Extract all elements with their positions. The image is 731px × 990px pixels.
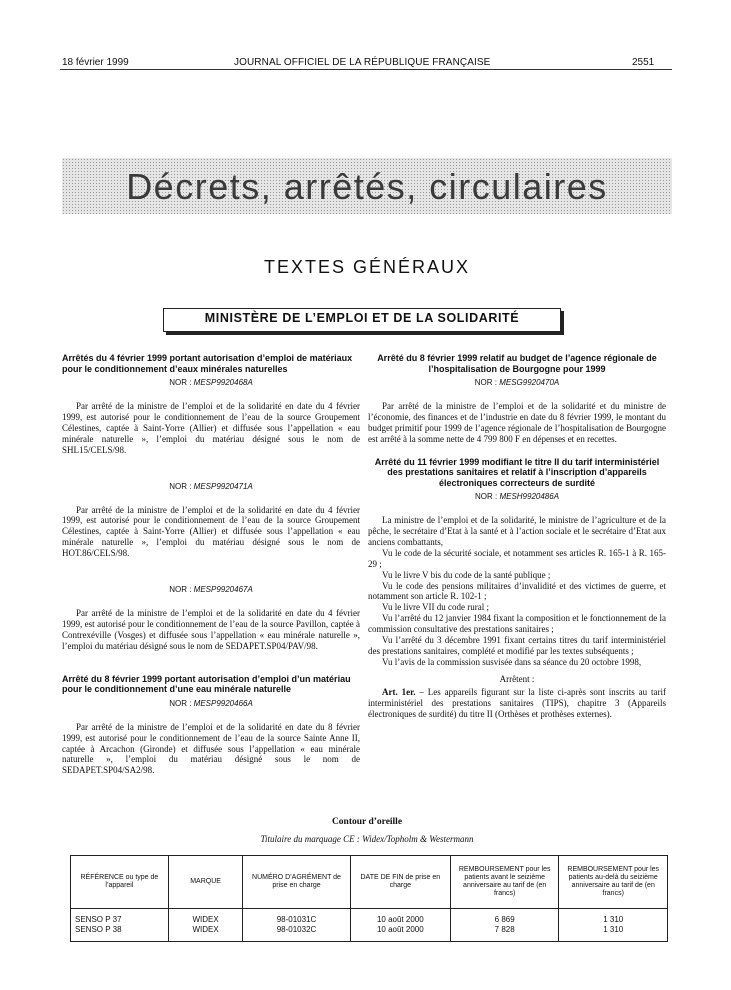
nor-reference: NOR : MESG9920470A [474,378,560,387]
visa: Vu le code des pensions militaires d’invalidité et des victimes de guerre, et notamment son article R. 102-1 ; [368,580,666,602]
article-1 [368,687,666,720]
col-header-numero: NUMÉRO D’AGRÉMENT de prise en charge [243,856,350,909]
article-paragraph: Par arrêté de la ministre de l’emploi et de la solidarité en date du 4 février 1999, est autorisé pour le conditionnement de l’eau de la source Pavillon, captée à Contrexéville (Vosges) et diffusée sous l’appellation « eau minérale naturelle », l’emploi du matériau désigné sous le nom de SEDAPET.SP04/PAV/98. [62,608,360,651]
table-header-row [71,856,668,909]
article-heading: Arrêté du 11 février 1999 modifiant le titre II du tarif interministériel des prestations sanitaires et relatif à l’inscription d’appareils électroniques correcteurs de surdité [374,456,660,488]
visa: Vu l’arrêté du 3 décembre 1991 fixant certains titres du tarif interministériel des prestations sanitaires, complété et modifié par les textes subséquents ; [368,635,666,656]
preamble: La ministre de l’emploi et de la solidarité, le ministre de l’agriculture et de la pêche, le secrétaire d’Etat à la santé et à l’action sociale et le secrétaire d’Etat aux anciens combattants, [368,515,666,547]
cell-numero: 98-01031C 98-01032C [243,909,350,942]
cell-remb-apres: 1 310 1 310 [559,909,668,942]
visa: Vu le code de la sécurité sociale, et notamment ses articles R. 165-1 à R. 165-29 ; [368,547,666,569]
article-paragraph: Par arrêté de la ministre de l’emploi et de la solidarité en date du 4 février 1999, est autorisé pour le conditionnement de l’eau de la source Groupement Célestines, captée à Saint-Yorre (Allier) et diffusée sous l’appellation « eau minérale naturelle », l’emploi du matériau désigné sous le nom de SHL15/CELS/98. [62,401,360,455]
article-1-text: – Les appareils figurant sur la liste ci-après sont inscrits au tarif interministériel des prestations sanitaires (TIPS), chapitre 3 (Appareils électroniques de surdité) du titre II (Orthèses et prothèses externes). [368,686,667,719]
visa: Vu l’avis de la commission susvisée dans sa séance du 20 octobre 1998, [382,656,642,667]
devices-table [70,855,668,942]
nor-reference: NOR : MESP9920466A [169,698,253,708]
cell-reference: SENSO P 37 SENSO P 38 [71,909,169,942]
article-heading: Arrêtés du 4 février 1999 portant autorisation d’emploi de matériaux pour le conditionnement d’eaux minérales naturelles [62,353,353,374]
visa: Vu le livre VII du code rural ; [382,602,490,613]
col-header-marque: MARQUE [168,856,243,909]
banner-title: Décrets, arrêtés, circulaires [126,166,608,207]
article-paragraph: Par arrêté de la ministre de l’emploi et de la solidarité en date du 8 février 1999, est autorisé pour le conditionnement de l’eau de la source Sainte Anne II, captée à Arcachon (Gironde) et diffusée sous l’appellation « eau minérale naturelle », l’emploi du matériau désigné sous le nom de SEDAPET.SP04/SA2/98. [62,721,360,776]
arretent-label: Arrêtent : [499,673,535,684]
article-paragraph: Par arrêté de la ministre de l’emploi et de la solidarité et du ministre de l’économie, des finances et de l’industrie en date du 8 février 1999, le montant du budget primitif pour 1999 de l’agence régionale de l’hospitalisation de Bourgogne est arrêté à la somme nette de 4 799 800 F en dépenses et en recettes. [368,401,666,444]
visa: Vu le livre V bis du code de la santé publique ; [382,569,551,580]
titulaire-line: Titulaire du marquage CE : Widex/Topholm & Westermann [260,834,474,844]
page-number: 2551 [632,57,655,68]
nor-reference: NOR : MESP9920467A [169,585,253,595]
col-header-date: DATE DE FIN de prise en charge [350,856,450,909]
table-section-title: Contour d’oreille [331,817,403,827]
left-column [62,353,360,776]
visa: Vu l’arrêté du 12 janvier 1984 fixant la composition et le fonctionnement de la commission consultative des prestations sanitaires ; [368,613,666,635]
nor-reference: NOR : MESH9920486A [474,492,560,502]
cell-date: 10 août 2000 10 août 2000 [350,909,450,942]
header-rule [60,69,672,70]
col-header-remb-avant: REMBOURSEMENT pour les patients avant le seizième anniversaire au tarif de (en francs) [450,856,559,909]
article-heading: Arrêté du 8 février 1999 relatif au budget de l’agence régionale de l’hospitalisation de Bourgogne pour 1999 [377,353,657,374]
nor-reference: NOR : MESP9920468A [169,378,253,387]
running-header-journal: JOURNAL OFFICIEL DE LA RÉPUBLIQUE FRANÇAISE [234,57,491,68]
article-paragraph: Par arrêté de la ministre de l’emploi et de la solidarité en date du 4 février 1999, est autorisé pour le conditionnement de l’eau de la source Groupement Célestines, captée à Saint-Yorre (Allier) et diffusée sous l’appellation « eau minérale naturelle », l’emploi du matériau désigné sous le nom de HOT.86/CELS/98. [62,504,360,559]
cell-remb-avant: 6 869 7 828 [450,909,559,942]
cell-marque: WIDEX WIDEX [168,909,243,942]
article-heading: Arrêté du 8 février 1999 portant autorisation d’emploi d’un matériau pour le conditionnement d’une eau minérale naturelle [62,673,351,695]
col-header-remb-apres: REMBOURSEMENT pour les patients au-delà du seizième anniversaire au tarif de (en francs) [559,856,668,909]
right-column [368,353,666,720]
ministry-label: MINISTÈRE DE L’EMPLOI ET DE LA SOLIDARITÉ [204,311,520,325]
running-header-date: 18 février 1999 [62,57,129,68]
nor-reference: NOR : MESP9920471A [169,481,253,491]
table-row [71,909,668,942]
article-1-label: Art. 1er. [382,686,416,697]
section-title: TEXTES GÉNÉRAUX [263,257,471,277]
col-header-reference: RÉFÉRENCE ou type de l’appareil [71,856,169,909]
